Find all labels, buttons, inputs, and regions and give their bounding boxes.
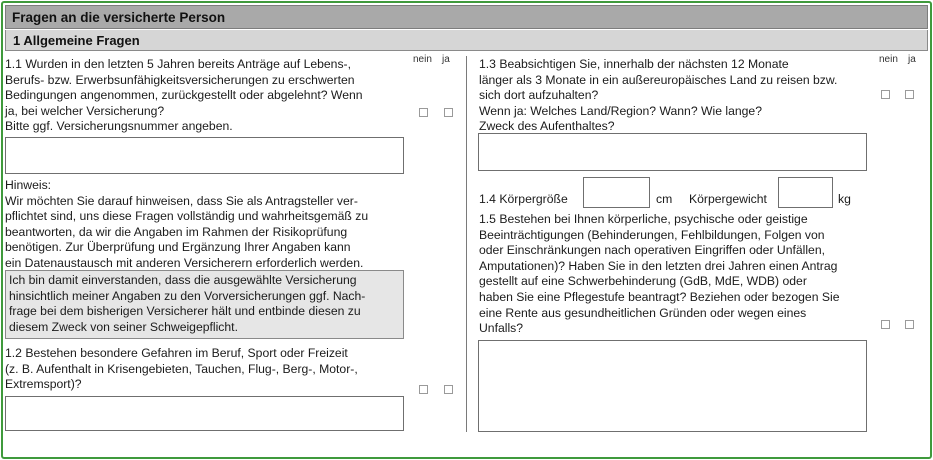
notice-line: beantworten, da wir die Angaben im Rahmen der Risikoprüfung bbox=[5, 224, 348, 239]
notice-line: Hinweis: bbox=[5, 178, 52, 192]
question-1-1-answer-field[interactable] bbox=[5, 137, 404, 174]
question-1-1-line: 1.1 Wurden in den letzten 5 Jahren bereits Anträge auf Lebens-, bbox=[5, 57, 351, 71]
question-1-5-line: Amputationen)? Haben Sie in den letzten drei Jahren einen Antrag bbox=[479, 258, 838, 273]
body-height-label: 1.4 Körpergröße bbox=[479, 192, 568, 206]
body-height-unit: cm bbox=[656, 192, 673, 206]
question-1-5-line: haben Sie eine Pflegestufe beantragt? Beziehen oder bezogen Sie bbox=[479, 289, 840, 304]
yes-column-label-left: ja bbox=[442, 54, 450, 65]
question-1-5-line: Beeinträchtigungen (Behinderungen, Fehlbildungen, Folgen von bbox=[479, 227, 825, 242]
question-1-2-no-checkbox[interactable] bbox=[419, 385, 428, 394]
notice-line: ein Datenaustausch mit anderen Versicherern erforderlich werden. bbox=[5, 255, 364, 270]
body-weight-input[interactable] bbox=[778, 177, 833, 208]
question-1-3-line: 1.3 Beabsichtigen Sie, innerhalb der nächsten 12 Monate bbox=[479, 57, 789, 71]
question-1-3-line: länger als 3 Monate in ein außereuropäisches Land zu reisen bzw. bbox=[479, 72, 838, 87]
question-1-5-line: 1.5 Bestehen bei Ihnen körperliche, psychische oder geistige bbox=[479, 212, 808, 226]
question-1-1-line: Bedingungen angenommen, zurückgestellt oder abgelehnt? Wenn bbox=[5, 88, 363, 103]
question-1-5-line: Unfalls? bbox=[479, 321, 524, 336]
notice-line: benötigen. Zur Überprüfung und Ergänzung Ihrer Angaben kann bbox=[5, 240, 351, 255]
consent-box bbox=[5, 270, 404, 339]
yes-column-label-right: ja bbox=[908, 54, 916, 65]
form-header bbox=[5, 5, 928, 29]
question-1-5-line: eine Rente aus gesundheitlichen Gründen oder wegen eines bbox=[479, 305, 807, 320]
question-1-1-line: Bitte ggf. Versicherungsnummer angeben. bbox=[5, 119, 233, 134]
form-header-title: Fragen an die versicherte Person bbox=[12, 10, 226, 25]
notice-text bbox=[5, 178, 410, 272]
question-1-1-line: Berufs- bzw. Erwerbsunfähigkeitsversicherungen zu erschwerten bbox=[5, 72, 355, 87]
consent-text bbox=[9, 273, 403, 335]
question-1-5-yes-checkbox[interactable] bbox=[905, 320, 914, 329]
body-weight-label: Körpergewicht bbox=[689, 192, 767, 206]
question-1-2-line: (z. B. Aufenthalt in Krisengebieten, Tauchen, Flug-, Berg-, Motor-, bbox=[5, 361, 358, 376]
question-1-2-line: 1.2 Bestehen besondere Gefahren im Beruf, Sport oder Freizeit bbox=[5, 346, 348, 360]
consent-line: Ich bin damit einverstanden, dass die ausgewählte Versicherung bbox=[9, 273, 357, 287]
consent-line: diesem Zweck von seiner Schweigepflicht. bbox=[9, 319, 238, 334]
no-column-label-right: nein bbox=[879, 54, 898, 65]
body-weight-unit: kg bbox=[838, 192, 851, 206]
question-1-3-line: Wenn ja: Welches Land/Region? Wann? Wie lange? bbox=[479, 103, 762, 118]
question-1-2-yes-checkbox[interactable] bbox=[444, 385, 453, 394]
question-1-3-no-checkbox[interactable] bbox=[881, 90, 890, 99]
body-height-input[interactable] bbox=[583, 177, 650, 208]
question-1-5 bbox=[479, 212, 879, 337]
question-1-3-line: sich dort aufzuhalten? bbox=[479, 88, 599, 103]
question-1-5-line: oder Einschränkungen nach operativen Eingriffen oder Unfällen, bbox=[479, 243, 825, 258]
column-divider bbox=[466, 56, 467, 432]
question-1-2-line: Extremsport)? bbox=[5, 377, 82, 392]
question-1-5-answer-field[interactable] bbox=[478, 340, 867, 432]
question-1-3-line: Zweck des Aufenthaltes? bbox=[479, 119, 615, 134]
consent-line: frage bei dem bisherigen Versicherer hält und entbinde diesen zu bbox=[9, 304, 361, 319]
no-column-label-left: nein bbox=[413, 54, 432, 65]
notice-line: pflichtet sind, uns diese Fragen vollständig und wahrheitsgemäß zu bbox=[5, 209, 369, 224]
question-1-1-yes-checkbox[interactable] bbox=[444, 108, 453, 117]
notice-line: Wir möchten Sie darauf hinweisen, dass Sie als Antragsteller ver- bbox=[5, 193, 358, 208]
question-1-2 bbox=[5, 346, 410, 393]
question-1-3-yes-checkbox[interactable] bbox=[905, 90, 914, 99]
question-1-1 bbox=[5, 57, 410, 135]
question-1-3-answer-field[interactable] bbox=[478, 133, 867, 171]
consent-line: hinsichtlich meiner Angaben zu den Vorversicherungen ggf. Nach- bbox=[9, 288, 366, 303]
question-1-1-no-checkbox[interactable] bbox=[419, 108, 428, 117]
question-1-5-line: gestellt auf eine Schwerbehinderung (GdB, MdE, WDB) oder bbox=[479, 274, 807, 289]
section-title: 1 Allgemeine Fragen bbox=[13, 33, 140, 48]
question-1-5-no-checkbox[interactable] bbox=[881, 320, 890, 329]
question-1-1-line: ja, bei welcher Versicherung? bbox=[5, 103, 165, 118]
section-header bbox=[5, 30, 928, 51]
question-1-2-answer-field[interactable] bbox=[5, 396, 404, 431]
question-1-3 bbox=[479, 57, 874, 135]
